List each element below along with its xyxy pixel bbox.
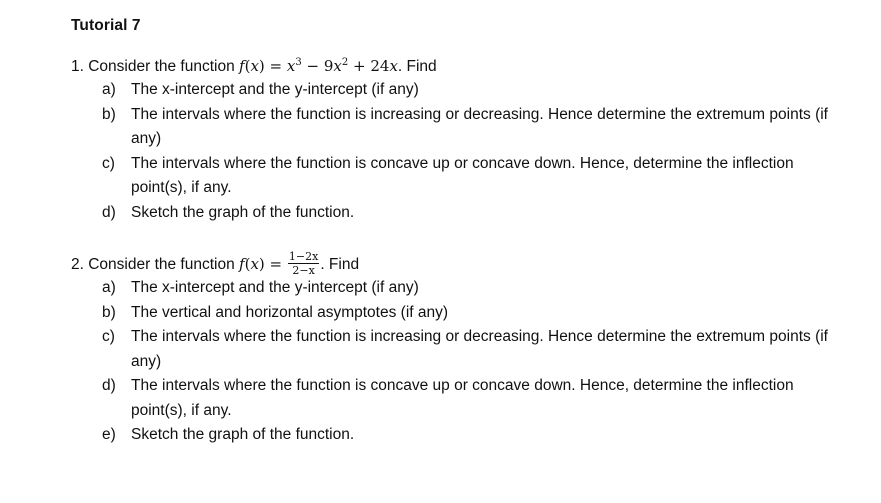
list-item-text: Sketch the graph of the function. [131, 203, 355, 221]
list-item [102, 103, 842, 152]
list-item-text: The x-intercept and the y-intercept (if any) [131, 279, 419, 296]
list-item-letter: b) [102, 105, 116, 123]
list-item-letter: a) [102, 279, 116, 296]
list-item [102, 201, 842, 226]
list-item [102, 325, 842, 374]
list-item-text: The intervals where the function is increasing or decreasing. Hence determine the extremum points (if any) [131, 328, 828, 370]
list-item-letter: e) [102, 426, 116, 443]
fraction-denominator: 2−x [292, 263, 315, 277]
question-1-suffix: . Find [397, 58, 437, 75]
question-1-function: $f(x) = x^3 - 9x^2 + 24x$ [239, 57, 398, 75]
question-2 [71, 249, 360, 278]
list-item-text: The intervals where the function is increasing or decreasing. Hence determine the extremum points (if any) [131, 105, 828, 147]
list-item-text: The vertical and horizontal asymptotes (if any) [131, 303, 449, 321]
list-item [102, 276, 842, 301]
list-item [102, 301, 842, 326]
list-item-letter: c) [102, 154, 115, 172]
question-2-function: f(x) = $\frac{1-2x}{2-x}$ [239, 249, 319, 277]
list-item [102, 423, 842, 448]
list-item [102, 152, 842, 201]
list-item-letter: c) [102, 328, 115, 345]
question-2-parts [102, 276, 842, 448]
list-item [102, 78, 842, 103]
list-item [102, 374, 842, 423]
question-2-prefix: 2. Consider the function [71, 256, 240, 273]
question-1 [71, 54, 437, 79]
list-item-text: Sketch the graph of the function. [131, 426, 355, 443]
list-item-letter: d) [102, 203, 116, 221]
fraction [288, 251, 319, 276]
page-title: Tutorial 7 [71, 17, 141, 34]
list-item-letter: d) [102, 377, 116, 394]
question-2-suffix: . Find [320, 256, 360, 273]
question-1-prefix: 1. Consider the function [71, 58, 240, 75]
list-item-text: The x-intercept and the y-intercept (if any) [131, 81, 419, 98]
list-item-text: The intervals where the function is concave up or concave down. Hence, determine the inflection point(s), if any. [131, 154, 794, 196]
question-1-parts [102, 78, 842, 225]
list-item-letter: b) [102, 303, 116, 321]
fraction-numerator: 1−2x [288, 249, 319, 263]
list-item-letter: a) [102, 81, 116, 98]
list-item-text: The intervals where the function is concave up or concave down. Hence, determine the inflection point(s), if any. [131, 377, 794, 419]
